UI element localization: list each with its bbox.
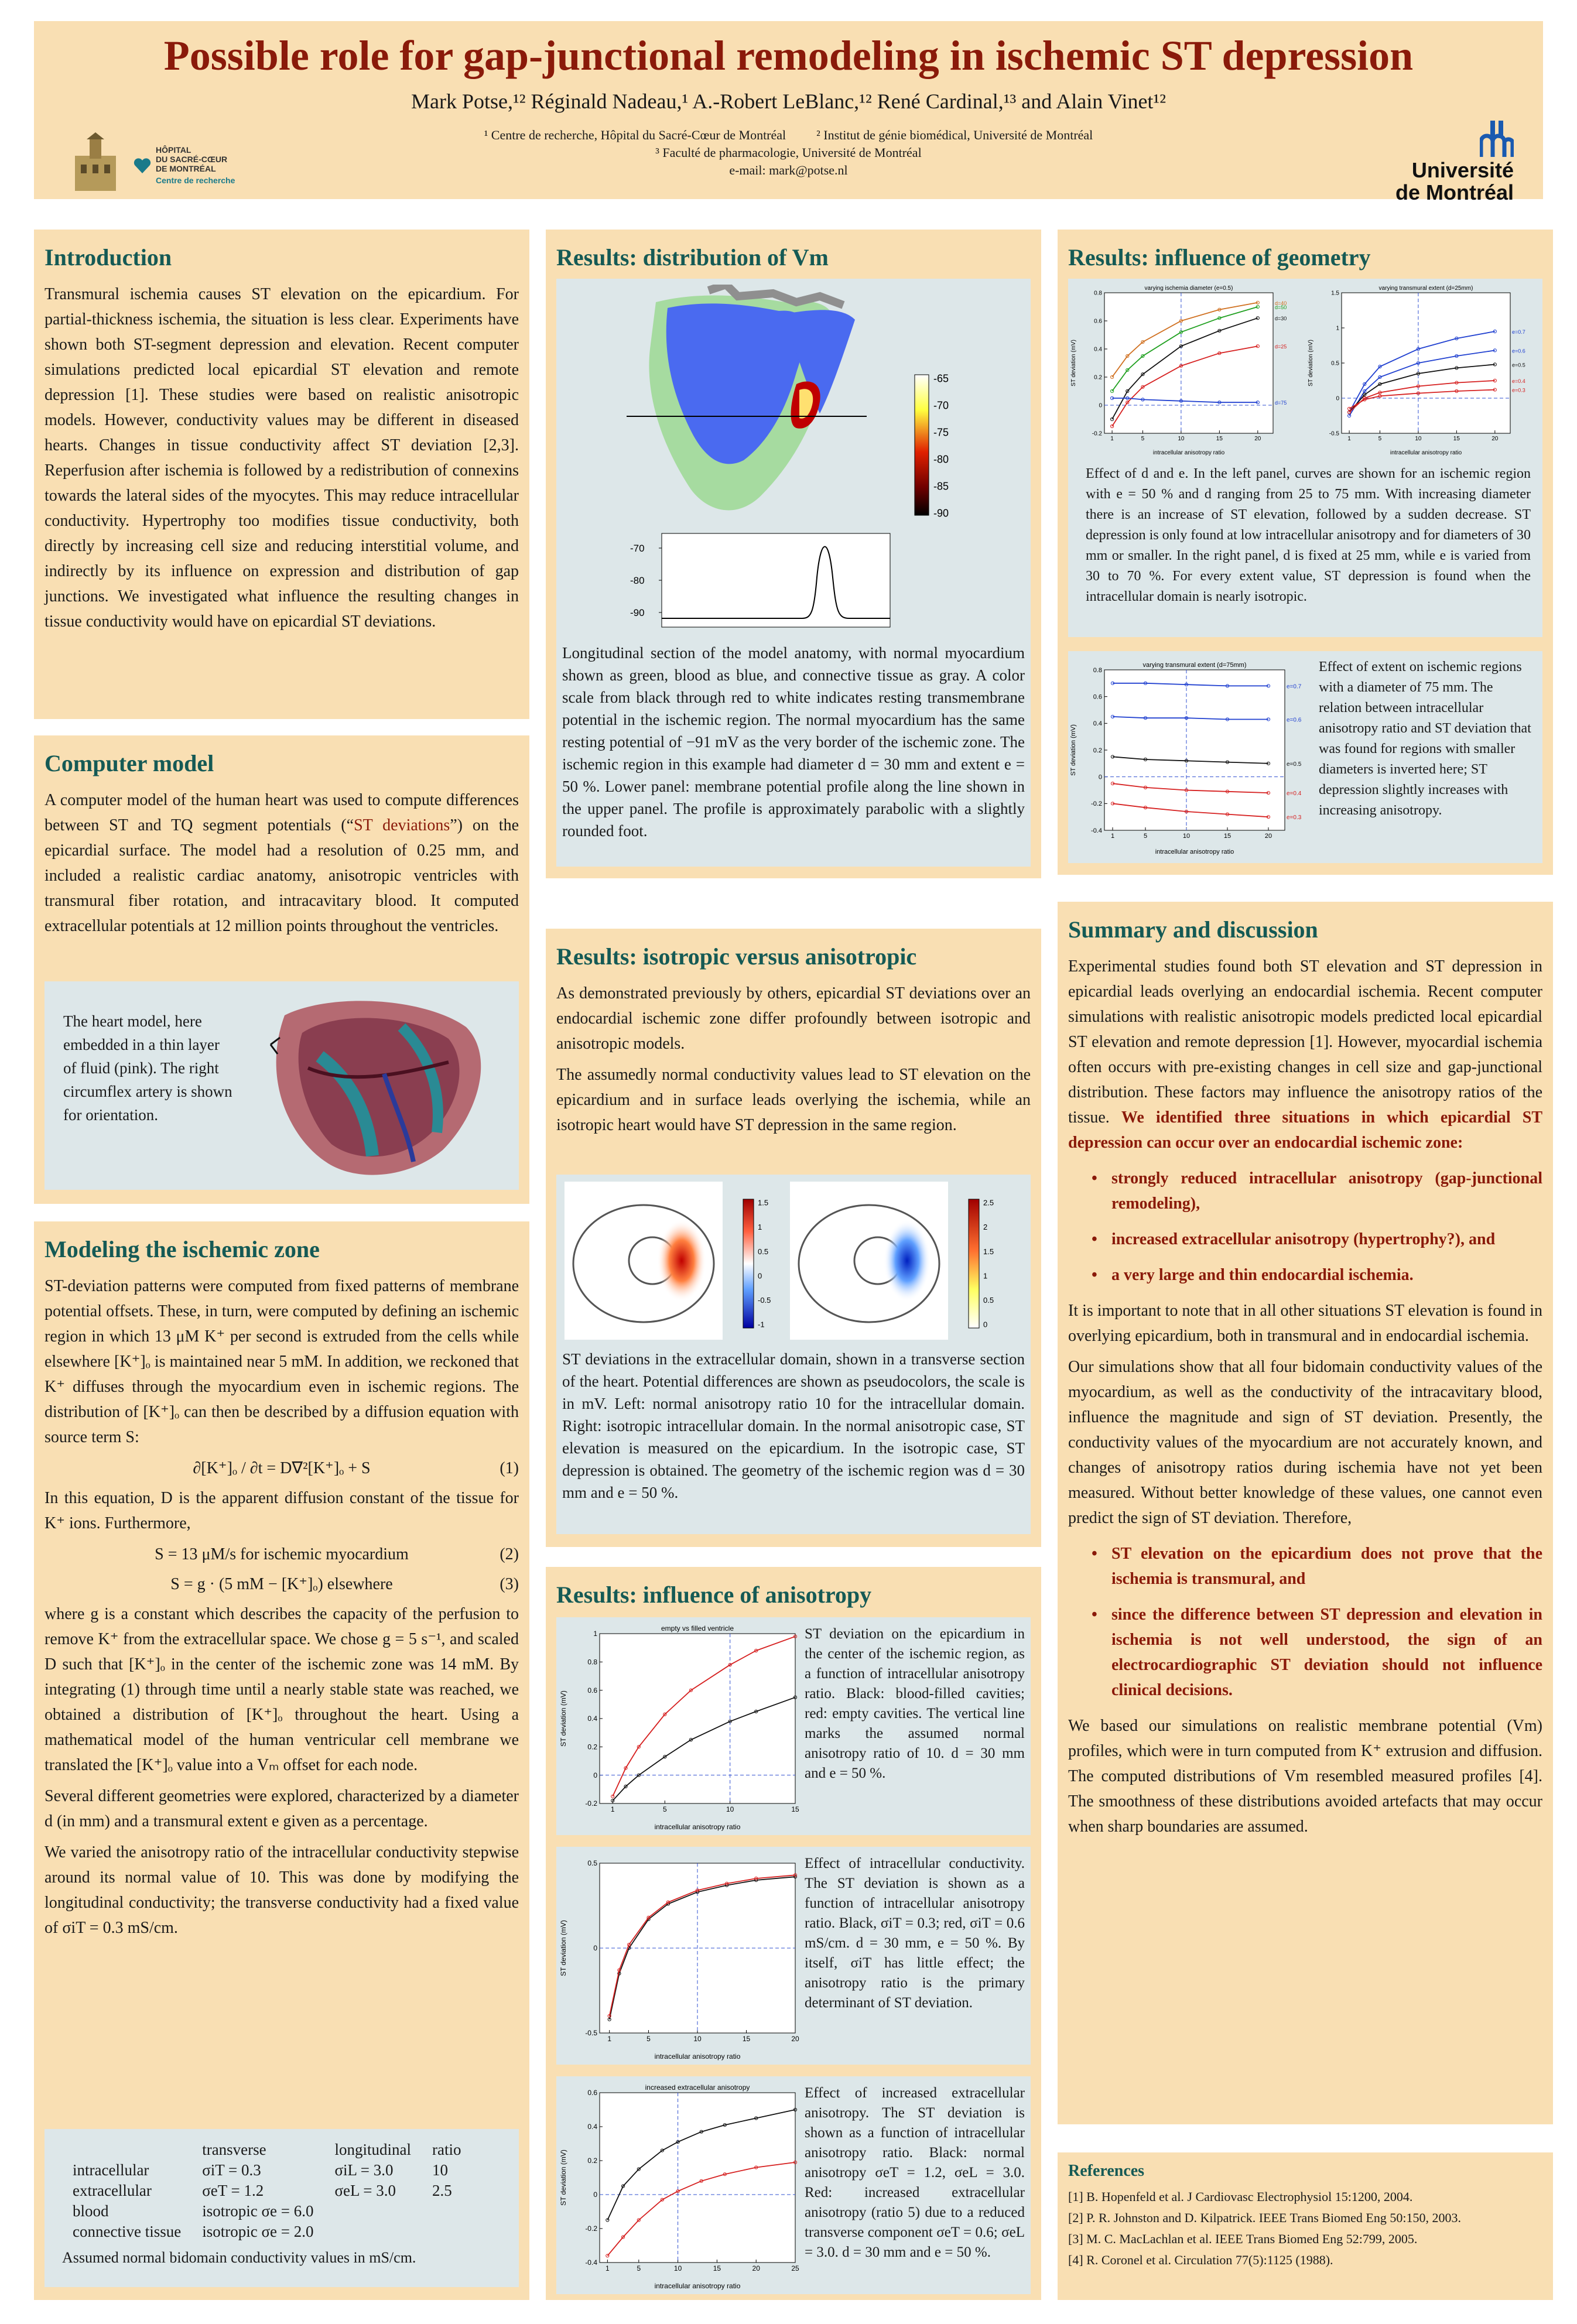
ischemic-paragraph-3: where g is a constant which describes the capacity of the perfusion to remove K⁺ from the extracellular space. We chose g = 5 s⁻¹, and scaled D such that [K⁺]ₒ in the center of the ischemic zone was 14 mM. By integrating (1) through time until a nearly stable state was reached, we obtained a distribution of [K⁺]ₒ throughout the heart. Using a mathematical model of the human ventricular cell membrane we translated the [K⁺]ₒ value into a Vₘ offset for each node. xyxy=(45,1605,519,1774)
summary-bullet: • a very large and thin endocardial ischemia. xyxy=(1092,1262,1542,1288)
summary-bullet: • since the difference between ST depression and elevation in ischemia is not well understood, the sign of an electrocardiographic ST deviation should not influence clinical decisions. xyxy=(1092,1602,1542,1703)
x-tick-label: 5 xyxy=(646,2035,651,2043)
table-cell: blood xyxy=(73,2202,109,2220)
transverse-sections-image xyxy=(565,1182,1021,1340)
distribution-figure xyxy=(556,279,1031,867)
table-row xyxy=(62,2160,471,2181)
x-tick-label: 1 xyxy=(606,2264,610,2272)
references-heading: References xyxy=(1068,2162,1145,2180)
x-tick-label: 10 xyxy=(726,1805,734,1813)
isotropic-heading: Results: isotropic versus anisotropic xyxy=(556,943,917,970)
x-tick-label: 15 xyxy=(1453,436,1460,442)
chart-empty-vs-filled xyxy=(559,1621,805,1832)
summary-bullets-1 xyxy=(1092,1166,1542,1288)
chart-varying-extent-d75 xyxy=(1068,657,1314,856)
x-tick-label: 20 xyxy=(1492,436,1499,442)
chart-title: varying transmural extent (d=75mm) xyxy=(1142,662,1247,669)
table-cell: isotropic σe = 2.0 xyxy=(202,2223,314,2240)
x-tick-label: 25 xyxy=(791,2264,799,2272)
colorbar-tick-label: 2 xyxy=(983,1223,988,1232)
hospital-logo-line-4: Centre de recherche xyxy=(156,176,235,185)
table-cell: extracellular xyxy=(73,2182,152,2199)
equation-1: ∂[K⁺]ₒ / ∂t = D∇²[K⁺]ₒ + S (1) xyxy=(193,1459,519,1477)
summary-bullet: • strongly reduced intracellular anisotropy (gap-junctional remodeling), xyxy=(1092,1166,1542,1216)
y-tick-label: 0.4 xyxy=(587,2123,597,2131)
reference-item: [3] M. C. MacLachlan et al. IEEE Trans Biomed Eng 52:799, 2005. xyxy=(1068,2231,1418,2246)
table-header-cell: ratio xyxy=(432,2141,461,2158)
poster-header xyxy=(34,21,1543,204)
poster-title: Possible role for gap-junctional remodeling in ischemic ST depression xyxy=(163,32,1414,79)
anisotropy-caption-3: Effect of increased extracellular anisotropy. The ST deviation is shown as a function of intracellular anisotropy ratio. Black: normal anisotropy σeT = 1.2, σeL = 3.0. Red: increased extracellular anisotropy (ratio 5) due to a reduced transverse component σeT = 0.6; σeL = 3.0. d = 30 mm and e = 50 %. xyxy=(805,2085,1025,2260)
series-label: e=0.4 xyxy=(1287,790,1302,798)
table-cell: 10 xyxy=(432,2161,448,2179)
colorbar-tick-label: 0 xyxy=(758,1271,762,1281)
x-tick-label: 10 xyxy=(1182,833,1191,840)
hospital-logo-line-3: DE MONTRÉAL xyxy=(156,164,216,173)
y-axis-label: ST deviation (mV) xyxy=(1308,340,1314,386)
y-tick-label: 1 xyxy=(593,1630,597,1638)
x-tick-label: 20 xyxy=(1254,436,1261,442)
geometry-panel xyxy=(1058,230,1553,875)
chart-intracellular-conductivity xyxy=(559,1850,805,2061)
chart-plot-area xyxy=(600,1634,795,1803)
series-label: e=0.7 xyxy=(1287,683,1302,690)
y-tick-label: 0.5 xyxy=(587,1859,597,1868)
y-tick-label: 0.2 xyxy=(587,1743,597,1751)
conductivity-table-box xyxy=(45,2129,519,2287)
y-tick-label: 0 xyxy=(593,1771,597,1779)
university-logo-line-2: de Montréal xyxy=(1395,180,1514,204)
ischemic-paragraph-4: Several different geometries were explored, characterized by a diameter d (in mm) and a transmural extent e given as a percentage. xyxy=(45,1787,519,1830)
summary-heading: Summary and discussion xyxy=(1068,916,1318,943)
references-panel xyxy=(1058,2152,1553,2300)
summary-bullet: • ST elevation on the epicardium does not prove that the ischemia is transmural, and xyxy=(1092,1541,1542,1591)
ischemic-zone-heading: Modeling the ischemic zone xyxy=(45,1236,320,1262)
summary-paragraph-1: Experimental studies found both ST elevation and ST depression in epicardial leads overlying an endocardial ischemia. Recent computer simulations with realistic anisotropic models predicted local epicardial ST elevation and remote depression [1]. However, myocardial ischemia often occurs with pre-existing changes in cell size and gap-junctional distribution. These factors may influence the anisotropy ratios of the tissue. We identified three situations in which epicardial ST depression can occur over an endocardial ischemic zone: xyxy=(1068,957,1543,1152)
table-header-cell xyxy=(62,2140,191,2160)
chart-title: empty vs filled ventricle xyxy=(661,1624,734,1632)
y-tick-label: 0.5 xyxy=(1331,360,1339,367)
introduction-heading: Introduction xyxy=(45,244,172,271)
colorbar-tick-label: 0.5 xyxy=(983,1295,994,1305)
series-label: e=0.4 xyxy=(1512,378,1525,384)
series-label: d=30 xyxy=(1275,316,1287,322)
colorbar-tick-label: -0.5 xyxy=(758,1295,771,1305)
chart-plot-area xyxy=(600,2093,795,2263)
x-axis-label: intracellular anisotropy ratio xyxy=(654,2052,741,2061)
equation-2: S = 13 μM/s for ischemic myocardium (2) xyxy=(155,1545,519,1563)
chart-plot-area xyxy=(1342,293,1510,433)
x-axis-label: intracellular anisotropy ratio xyxy=(1390,450,1462,456)
x-tick-label: 20 xyxy=(752,2264,760,2272)
x-tick-label: 1 xyxy=(1110,436,1114,442)
y-tick-label: 0 xyxy=(1099,402,1102,409)
profile-tick-label: -90 xyxy=(630,607,645,618)
ischemic-paragraph-2: In this equation, D is the apparent diffusion constant of the tissue for K⁺ ions. Furthermore, xyxy=(45,1489,519,1532)
table-cell: intracellular xyxy=(73,2161,149,2179)
x-tick-label: 20 xyxy=(791,2035,799,2043)
y-tick-label: 0.8 xyxy=(1094,290,1102,297)
geometry-figure-1 xyxy=(1068,279,1542,637)
series-label: d=25 xyxy=(1275,344,1287,350)
isotropic-caption: ST deviations in the extracellular domain, shown in a transverse section of the heart. Potential differences are shown as pseudocolors, the scale is in mV. Left: normal anisotropy ratio 10 for the intracellular domain. Right: isotropic intracellular domain. In the normal anisotropic case, ST elevation is measured on the epicardium. In the isotropic case, ST depression is obtained. The geometry of the ischemic region was d = 30 mm and e = 50 %. xyxy=(562,1350,1025,1501)
y-tick-label: -0.4 xyxy=(585,2258,597,2267)
summary-panel xyxy=(1058,902,1553,2124)
email: e-mail: mark@potse.nl xyxy=(729,163,848,177)
geometry-caption-2: Effect of extent on ischemic regions with a diameter of 75 mm. The relation between intracellular anisotropy ratio and ST deviation that was found for regions with smaller diameters is inverted here; ST depression slightly increases with increasing anisotropy. xyxy=(1319,659,1531,818)
colorbar-tick-label: -1 xyxy=(758,1320,765,1329)
reference-item: [2] P. R. Johnston and D. Kilpatrick. IEEE Trans Biomed Eng 50:150, 2003. xyxy=(1068,2210,1461,2225)
colorbar xyxy=(914,372,990,525)
heart-model-caption: The heart model, here embedded in a thin layer of fluid (pink). The right circumflex artery is shown for orientation. xyxy=(63,1012,232,1124)
x-tick-label: 1 xyxy=(610,1805,615,1813)
computer-model-heading: Computer model xyxy=(45,750,214,776)
table-cell xyxy=(324,2201,422,2222)
geometry-caption-1: Effect of d and e. In the left panel, curves are shown for an ischemic region with e = 50 % and d ranging from 25 to 75 mm. With increasing diameter there is an increase of ST elevation, followed by a sudden decrease. ST depression is only found at low intracellular anisotropy and for diameters of 30 mm or smaller. In the right panel, d is fixed at 25 mm, while e is varied from 30 to 70 %. For every extent value, ST depression is found when the intracellular domain is nearly isotropic. xyxy=(1086,466,1531,604)
x-tick-label: 10 xyxy=(693,2035,702,2043)
series-label: d=50 xyxy=(1275,304,1287,310)
university-logo-icon xyxy=(1480,121,1514,157)
colorbar-tick-label: 1.5 xyxy=(983,1247,994,1256)
table-cell: σeL = 3.0 xyxy=(334,2182,396,2199)
series-label: d=75 xyxy=(1275,400,1287,406)
building-icon xyxy=(63,132,128,197)
geometry-heading: Results: influence of geometry xyxy=(1068,244,1371,271)
distribution-panel xyxy=(546,230,1041,878)
table-header-cell: transverse xyxy=(202,2141,266,2158)
introduction-panel xyxy=(34,230,529,719)
summary-paragraph-4: We based our simulations on realistic membrane potential (Vm) profiles, which were in turn computed from K⁺ extrusion and diffusion. The computed distributions of Vm resembled measured profiles [4]. The smoothness of these distributions avoided artefacts that may occur when sharp boundaries are assumed. xyxy=(1068,1717,1542,1836)
x-tick-label: 1 xyxy=(1110,833,1115,840)
y-tick-label: -0.5 xyxy=(585,2029,597,2038)
chart-varying-extent-d25 xyxy=(1305,281,1540,457)
y-tick-label: 0.4 xyxy=(1093,720,1102,728)
y-tick-label: 1.5 xyxy=(1331,290,1339,297)
x-tick-label: 15 xyxy=(791,1805,799,1813)
x-tick-label: 15 xyxy=(1216,436,1223,442)
anisotropy-caption-1: ST deviation on the epicardium in the center of the ischemic region, as a function of intracellular anisotropy ratio. Black: blood-filled cavities; red: empty cavities. The vertical line marks the assumed normal anisotropy ratio of 10. d = 30 mm and e = 50 %. xyxy=(805,1626,1025,1781)
y-tick-label: 0 xyxy=(1098,773,1102,781)
y-tick-label: 0 xyxy=(593,2190,597,2199)
table-cell: isotropic σe = 6.0 xyxy=(202,2202,314,2220)
isotropic-figure xyxy=(556,1175,1031,1534)
table-caption: Assumed normal bidomain conductivity values in mS/cm. xyxy=(62,2249,416,2266)
colorbar-tick-label: 0.5 xyxy=(758,1247,769,1256)
table-cell: σeT = 1.2 xyxy=(202,2182,264,2199)
colorbar-tick-label: 1 xyxy=(983,1271,988,1281)
isotropic-paragraph-1: As demonstrated previously by others, epicardial ST deviations over an endocardial ischemic zone differ profoundly between isotropic and anisotropic models. xyxy=(556,984,1031,1053)
y-tick-label: 0.6 xyxy=(1094,318,1102,325)
series-label: e=0.7 xyxy=(1512,329,1525,335)
affiliation-2: ² Institut de génie biomédical, Université de Montréal xyxy=(816,128,1093,142)
x-tick-label: 5 xyxy=(1143,833,1148,840)
series-label: e=0.6 xyxy=(1287,717,1302,724)
affiliation-1: ¹ Centre de recherche, Hôpital du Sacré-Cœur de Montréal xyxy=(484,128,786,142)
colorbar-tick-label: -80 xyxy=(933,453,949,466)
x-axis-label: intracellular anisotropy ratio xyxy=(654,1823,741,1831)
x-tick-label: 10 xyxy=(673,2264,682,2272)
colorbar-tick-label: 1.5 xyxy=(758,1198,769,1207)
table-header-cell: longitudinal xyxy=(334,2141,411,2158)
y-tick-label: -0.5 xyxy=(1329,430,1339,437)
table-cell xyxy=(422,2201,471,2222)
colorbar-tick-label: 2.5 xyxy=(983,1198,994,1207)
x-tick-label: 15 xyxy=(1223,833,1232,840)
table-row xyxy=(62,2201,471,2222)
summary-bullet: • increased extracellular anisotropy (hypertrophy?), and xyxy=(1092,1227,1542,1252)
authors: Mark Potse,¹² Réginald Nadeau,¹ A.-Robert LeBlanc,¹² René Cardinal,¹³ and Alain Vinet¹² xyxy=(411,90,1166,113)
affiliation-3: ³ Faculté de pharmacologie, Université de Montréal xyxy=(655,145,922,160)
anisotropy-figure-1 xyxy=(556,1617,1031,1835)
hospital-logo-line-1: HÔPITAL xyxy=(156,145,191,155)
chart-title: varying ischemia diameter (e=0.5) xyxy=(1144,285,1233,292)
computer-model-panel xyxy=(34,735,529,1204)
y-tick-label: 0.4 xyxy=(587,1714,597,1723)
x-tick-label: 15 xyxy=(742,2035,751,2043)
y-tick-label: 1 xyxy=(1336,325,1339,332)
hospital-logo xyxy=(63,132,251,197)
computer-model-text: A computer model of the human heart was used to compute differences between ST and TQ segment potentials (“ST deviations”) on the epicardial surface. The model had a resolution of 0.25 mm, and included a realistic cardiac anatomy, anisotropic ventricles with transmural fiber rotation, and intracavitary blood. It computed extracellular potentials at 12 million points throughout the ventricles. xyxy=(45,791,519,935)
hospital-logo-line-2: DU SACRÉ-CŒUR xyxy=(156,155,228,164)
profile-tick-label: -70 xyxy=(630,543,645,554)
series-label: e=0.5 xyxy=(1287,761,1302,768)
y-tick-label: 0 xyxy=(1336,395,1339,402)
heart-section-image xyxy=(621,285,949,530)
series-label: d=40 xyxy=(1275,300,1287,306)
anisotropy-caption-2: Effect of intracellular conductivity. The ST deviation is shown as a function of intracellular anisotropy ratio. Black, σiT = 0.3; red, σiT = 0.6 mS/cm. d = 30 mm, e = 50 %. By itself, σiT has little effect; the anisotropy ratio is the primary determinant of ST deviation. xyxy=(805,1856,1025,2011)
x-axis-label: intracellular anisotropy ratio xyxy=(654,2282,741,2290)
affiliations xyxy=(34,126,1543,179)
university-logo xyxy=(1356,136,1514,204)
y-tick-label: 0.6 xyxy=(587,2089,597,2097)
series-label: e=0.3 xyxy=(1512,387,1525,393)
table-cell: connective tissue xyxy=(73,2223,182,2240)
chart-varying-diameter xyxy=(1068,281,1302,457)
y-tick-label: 0.4 xyxy=(1094,346,1102,353)
heart-logo-icon xyxy=(132,156,152,176)
geometry-figure-2 xyxy=(1068,651,1542,863)
anisotropy-panel xyxy=(546,1567,1041,2300)
colorbar-tick-label: -65 xyxy=(933,372,949,385)
colorbar-tick-label: -70 xyxy=(933,399,949,412)
y-axis-label: ST deviation (mV) xyxy=(1070,724,1077,776)
membrane-profile-plot xyxy=(627,530,896,636)
heart-model-figure xyxy=(45,981,519,1190)
y-tick-label: 0.8 xyxy=(1093,666,1102,674)
y-tick-label: -0.2 xyxy=(585,2224,597,2233)
y-tick-label: -0.2 xyxy=(1092,430,1102,437)
x-tick-label: 10 xyxy=(1178,436,1185,442)
x-tick-label: 5 xyxy=(1141,436,1145,442)
x-tick-label: 1 xyxy=(607,2035,612,2043)
x-tick-label: 5 xyxy=(662,1805,667,1813)
ischemic-paragraph-5: We varied the anisotropy ratio of the intracellular conductivity stepwise around its normal value of 10. This was done by modifying the longitudinal conductivity; the transverse conductivity had a fixed value of σiT = 0.3 mS/cm. xyxy=(45,1843,519,1937)
x-tick-label: 20 xyxy=(1264,833,1272,840)
y-axis-label: ST deviation (mV) xyxy=(1070,340,1077,386)
summary-bullets-2 xyxy=(1092,1541,1542,1703)
ischemic-zone-panel xyxy=(34,1221,529,2300)
y-tick-label: 0.8 xyxy=(587,1658,597,1666)
y-tick-label: 0.6 xyxy=(587,1686,597,1695)
y-axis-label: ST deviation (mV) xyxy=(559,1920,567,1976)
profile-tick-label: -80 xyxy=(630,575,645,586)
chart-title: varying transmural extent (d=25mm) xyxy=(1378,285,1473,292)
x-tick-label: 15 xyxy=(713,2264,721,2272)
anisotropy-figure-3 xyxy=(556,2076,1031,2294)
anisotropy-figure-2 xyxy=(556,1847,1031,2065)
y-tick-label: -0.2 xyxy=(585,1799,597,1808)
x-tick-label: 1 xyxy=(1347,436,1351,442)
table-row xyxy=(62,2181,471,2201)
series-label: e=0.5 xyxy=(1512,362,1525,368)
conductivity-table xyxy=(62,2140,471,2242)
y-tick-label: 0.6 xyxy=(1093,693,1102,701)
x-tick-label: 10 xyxy=(1415,436,1422,442)
colorbar-tick-label: 1 xyxy=(758,1223,762,1232)
table-cell xyxy=(422,2222,471,2242)
series-label: e=0.3 xyxy=(1287,814,1302,822)
y-tick-label: 0 xyxy=(593,1944,597,1953)
table-cell: σiL = 3.0 xyxy=(334,2161,394,2179)
chart-title: increased extracellular anisotropy xyxy=(645,2083,750,2092)
reference-item: [1] B. Hopenfeld et al. J Cardiovasc Electrophysiol 15:1200, 2004. xyxy=(1068,2189,1413,2204)
reference-item: [4] R. Coronel et al. Circulation 77(5):1125 (1988). xyxy=(1068,2253,1333,2267)
ischemic-paragraph-1: ST-deviation patterns were computed from fixed patterns of membrane potential offsets. These, in turn, were computed by defining an ischemic region in which 13 μM K⁺ per second is extruded from the cells while elsewhere [K⁺]ₒ is maintained near 5 mM. In addition, we reckoned that K⁺ diffuses through the myocardium even in ischemic regions. The distribution of [K⁺]ₒ can then be described by a diffusion equation with source term S: xyxy=(45,1277,519,1446)
y-tick-label: 0.2 xyxy=(1093,747,1102,754)
heart-model-image xyxy=(249,986,507,1185)
isotropic-panel xyxy=(546,929,1041,1547)
series-label: e=0.6 xyxy=(1512,348,1525,354)
colorbar-tick-label: -75 xyxy=(933,426,949,439)
x-axis-label: intracellular anisotropy ratio xyxy=(1155,848,1234,855)
equation-3: S = g · (5 mM − [K⁺]ₒ) elsewhere (3) xyxy=(170,1575,519,1593)
table-row xyxy=(62,2222,471,2242)
y-tick-label: 0.2 xyxy=(1094,374,1102,381)
summary-paragraph-3: Our simulations show that all four bidomain conductivity values of the myocardium, as well as the conductivity of the intracavitary blood, influence the magnitude and sign of ST deviation. Presently, the conductivity values of the myocardium are not accurately known, and changes of anisotropy ratios during ischemia have not yet been measured. Without better knowledge of these values, one cannot even predict the sign of ST deviation. Therefore, xyxy=(1068,1358,1542,1527)
isotropic-paragraph-2: The assumedly normal conductivity values lead to ST elevation on the epicardium and in surface leads overlying the ischemia, while an isotropic heart would have ST depression in the same region. xyxy=(556,1066,1031,1134)
y-tick-label: -0.4 xyxy=(1091,827,1102,834)
colorbar-tick-label: 0 xyxy=(983,1320,988,1329)
y-tick-label: 0.2 xyxy=(587,2157,597,2165)
anisotropy-heading: Results: influence of anisotropy xyxy=(556,1582,872,1608)
y-axis-label: ST deviation (mV) xyxy=(559,1690,567,1747)
x-axis-label: intracellular anisotropy ratio xyxy=(1152,450,1225,456)
university-logo-line-1: Université xyxy=(1411,158,1514,182)
colorbar-tick-label: -90 xyxy=(933,507,949,519)
distribution-heading: Results: distribution of Vm xyxy=(556,244,829,271)
chart-extracellular-anisotropy xyxy=(559,2080,805,2291)
summary-paragraph-2: It is important to note that in all other situations ST elevation is found in overlying epicardium, both in transmural and in endocardial ischemia. xyxy=(1068,1302,1542,1345)
table-cell: 2.5 xyxy=(432,2182,452,2199)
introduction-text: Transmural ischemia causes ST elevation on the epicardium. For partial-thickness ischemia, the situation is less clear. Experiments have shown both ST-segment depression and elevation. Recent computer simulations predicted local epicardial ST elevation and remote depression [1]. These studies were based on realistic anisotropic models. However, conductivity values may be different in diseased hearts. Changes in tissue conductivity affect ST deviation [2,3]. Reperfusion after ischemia is followed by a redistribution of connexins towards the lateral sides of the myocytes. This may reduce intracellular conductivity. Hypertrophy too modifies tissue conductivity, both directly by increasing cell size and reducing interstitial volume, and indirectly by its influence on expression and distribution of gap junctions. We investigated what influence the resulting changes in tissue conductivity would have on epicardial ST deviations. xyxy=(45,285,519,631)
table-cell xyxy=(324,2222,422,2242)
y-tick-label: -0.2 xyxy=(1091,800,1102,808)
distribution-caption: Longitudinal section of the model anatomy, with normal myocardium shown as green, blood as blue, and connective tissue as gray. A color scale from black through red to white indicates resting transmembrane potential in the ischemic region. The normal myocardium has the same resting potential of −91 mV as the very border of the ischemic zone. The ischemic region in this example had diameter d = 30 mm and extent e = 50 %. Lower panel: membrane potential profile along the line shown in the upper panel. The profile is approximately parabolic with a slightly rounded foot. xyxy=(562,644,1025,840)
table-cell: σiT = 0.3 xyxy=(202,2161,261,2179)
x-tick-label: 5 xyxy=(637,2264,641,2272)
colorbar-tick-label: -85 xyxy=(933,480,949,492)
y-axis-label: ST deviation (mV) xyxy=(559,2150,567,2206)
x-tick-label: 5 xyxy=(1378,436,1382,442)
